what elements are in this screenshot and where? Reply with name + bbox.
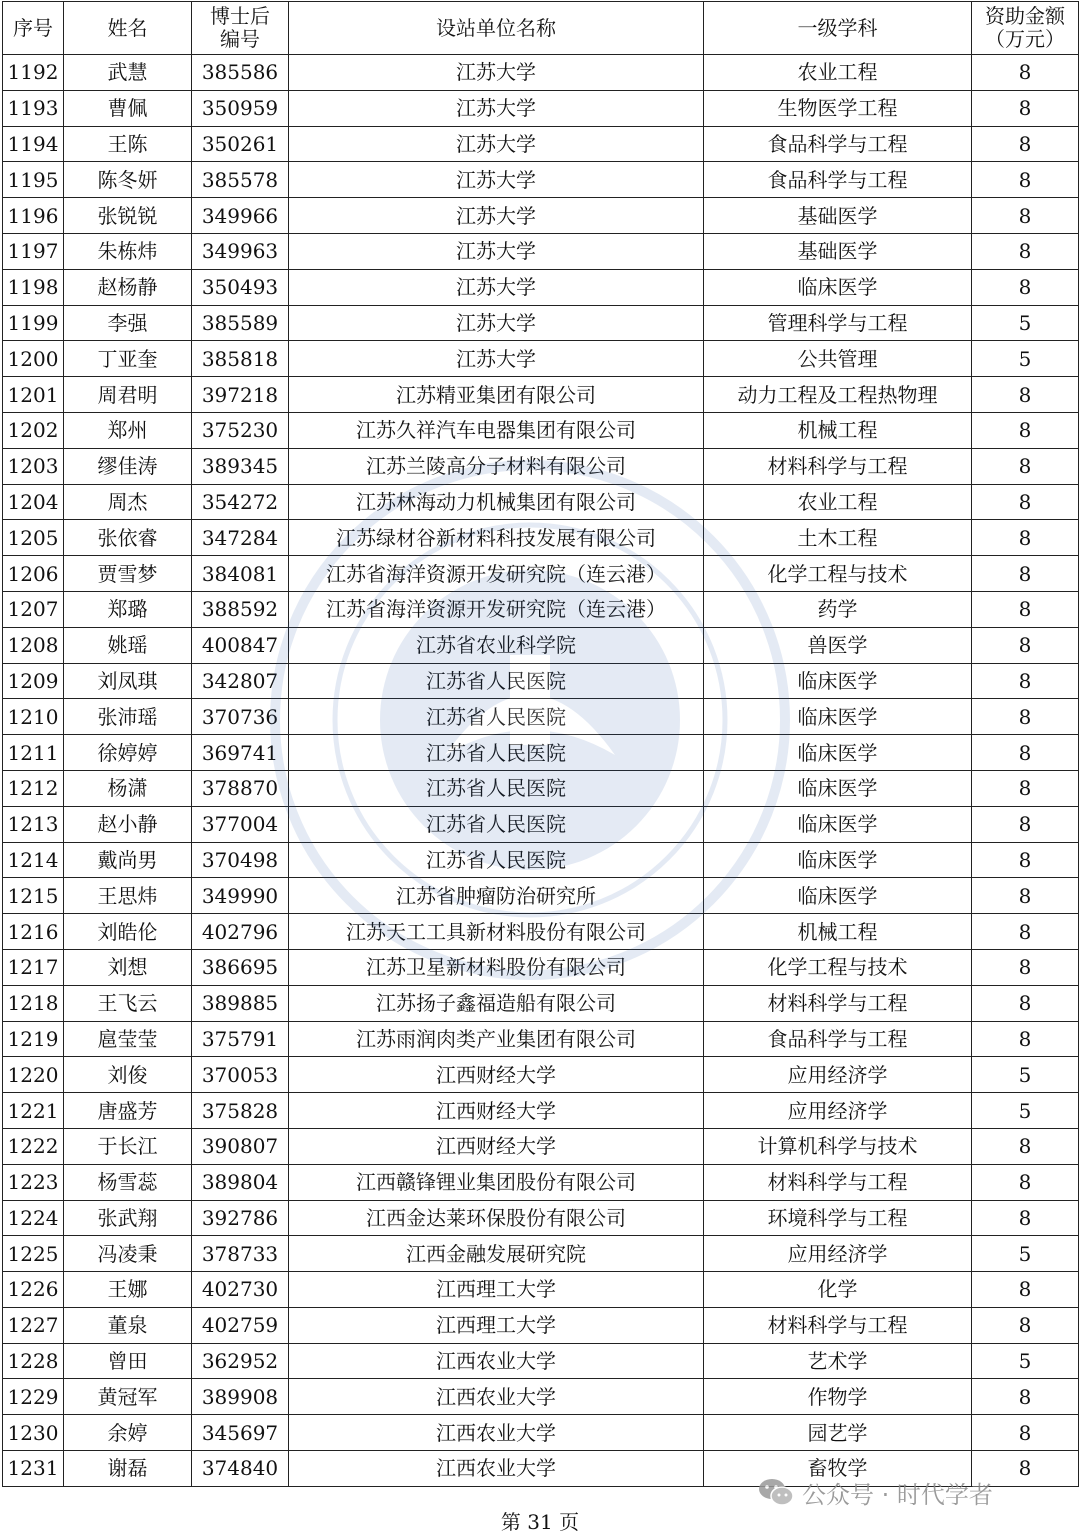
cell-serial: 1223 [3, 1164, 64, 1200]
cell-name: 王飞云 [64, 985, 192, 1021]
cell-name: 王思炜 [64, 878, 192, 914]
cell-discipline: 材料科学与工程 [704, 1164, 972, 1200]
table-row [3, 1379, 1079, 1415]
table-row [3, 1307, 1079, 1343]
cell-name: 唐盛芳 [64, 1093, 192, 1129]
cell-postdoc-id: 370498 [192, 842, 289, 878]
table-row [3, 1200, 1079, 1236]
cell-discipline: 临床医学 [704, 878, 972, 914]
cell-funding-amount: 8 [972, 198, 1079, 234]
cell-name: 黄冠军 [64, 1379, 192, 1415]
cell-discipline: 畜牧学 [704, 1451, 972, 1487]
header-name: 姓名 [64, 2, 192, 55]
table-row [3, 1164, 1079, 1200]
table-row [3, 1093, 1079, 1129]
cell-funding-amount: 8 [972, 1272, 1079, 1308]
cell-name: 于长江 [64, 1128, 192, 1164]
cell-name: 王陈 [64, 126, 192, 162]
header-serial: 序号 [3, 2, 64, 55]
cell-discipline: 基础医学 [704, 198, 972, 234]
cell-name: 刘想 [64, 949, 192, 985]
cell-postdoc-id: 370053 [192, 1057, 289, 1093]
table-row [3, 878, 1079, 914]
cell-funding-amount: 8 [972, 1379, 1079, 1415]
cell-institution: 江西农业大学 [289, 1379, 704, 1415]
cell-discipline: 临床医学 [704, 770, 972, 806]
cell-discipline: 临床医学 [704, 663, 972, 699]
cell-serial: 1230 [3, 1415, 64, 1451]
cell-serial: 1216 [3, 914, 64, 950]
cell-funding-amount: 8 [972, 627, 1079, 663]
table-row [3, 448, 1079, 484]
cell-discipline: 生物医学工程 [704, 90, 972, 126]
table-row [3, 162, 1079, 198]
cell-postdoc-id: 397218 [192, 377, 289, 413]
cell-postdoc-id: 384081 [192, 556, 289, 592]
table-row [3, 663, 1079, 699]
cell-serial: 1212 [3, 770, 64, 806]
wechat-account-text: 公众号 · 时代学者 [802, 1480, 993, 1509]
cell-serial: 1221 [3, 1093, 64, 1129]
cell-name: 周杰 [64, 484, 192, 520]
cell-discipline: 园艺学 [704, 1415, 972, 1451]
cell-postdoc-id: 385586 [192, 55, 289, 91]
cell-postdoc-id: 385818 [192, 341, 289, 377]
cell-institution: 江苏精亚集团有限公司 [289, 377, 704, 413]
cell-discipline: 化学工程与技术 [704, 556, 972, 592]
table-row [3, 591, 1079, 627]
cell-postdoc-id: 400847 [192, 627, 289, 663]
cell-name: 刘凤琪 [64, 663, 192, 699]
cell-institution: 江苏林海动力机械集团有限公司 [289, 484, 704, 520]
cell-institution: 江苏大学 [289, 90, 704, 126]
cell-discipline: 机械工程 [704, 914, 972, 950]
table-header [3, 2, 1079, 55]
cell-funding-amount: 5 [972, 1057, 1079, 1093]
cell-funding-amount: 8 [972, 1200, 1079, 1236]
table-row [3, 377, 1079, 413]
cell-institution: 江苏大学 [289, 198, 704, 234]
cell-name: 姚瑶 [64, 627, 192, 663]
cell-institution: 江苏省人民医院 [289, 842, 704, 878]
cell-postdoc-id: 374840 [192, 1451, 289, 1487]
cell-postdoc-id: 389804 [192, 1164, 289, 1200]
table-row [3, 484, 1079, 520]
cell-institution: 江苏卫星新材料股份有限公司 [289, 949, 704, 985]
cell-postdoc-id: 388592 [192, 591, 289, 627]
cell-name: 曹佩 [64, 90, 192, 126]
cell-serial: 1210 [3, 699, 64, 735]
cell-funding-amount: 8 [972, 591, 1079, 627]
cell-institution: 江苏省肿瘤防治研究所 [289, 878, 704, 914]
cell-funding-amount: 8 [972, 448, 1079, 484]
table-row [3, 1236, 1079, 1272]
cell-postdoc-id: 349966 [192, 198, 289, 234]
cell-name: 周君明 [64, 377, 192, 413]
cell-discipline: 材料科学与工程 [704, 448, 972, 484]
cell-name: 张锐锐 [64, 198, 192, 234]
cell-name: 董泉 [64, 1307, 192, 1343]
cell-discipline: 化学工程与技术 [704, 949, 972, 985]
cell-postdoc-id: 375791 [192, 1021, 289, 1057]
cell-funding-amount: 8 [972, 55, 1079, 91]
cell-institution: 江苏省人民医院 [289, 735, 704, 771]
table-row [3, 1057, 1079, 1093]
cell-postdoc-id: 362952 [192, 1343, 289, 1379]
cell-postdoc-id: 378870 [192, 770, 289, 806]
cell-postdoc-id: 350493 [192, 269, 289, 305]
cell-name: 余婷 [64, 1415, 192, 1451]
cell-serial: 1215 [3, 878, 64, 914]
cell-discipline: 农业工程 [704, 484, 972, 520]
cell-serial: 1214 [3, 842, 64, 878]
table-row [3, 1272, 1079, 1308]
cell-postdoc-id: 402730 [192, 1272, 289, 1308]
cell-discipline: 应用经济学 [704, 1093, 972, 1129]
table-row [3, 90, 1079, 126]
table-row [3, 949, 1079, 985]
cell-name: 丁亚奎 [64, 341, 192, 377]
cell-institution: 江苏兰陵高分子材料有限公司 [289, 448, 704, 484]
cell-postdoc-id: 375230 [192, 412, 289, 448]
cell-name: 杨雪蕊 [64, 1164, 192, 1200]
cell-serial: 1200 [3, 341, 64, 377]
cell-serial: 1206 [3, 556, 64, 592]
cell-postdoc-id: 385578 [192, 162, 289, 198]
cell-discipline: 材料科学与工程 [704, 985, 972, 1021]
cell-serial: 1226 [3, 1272, 64, 1308]
cell-serial: 1196 [3, 198, 64, 234]
table-row [3, 412, 1079, 448]
cell-postdoc-id: 350959 [192, 90, 289, 126]
table-row [3, 305, 1079, 341]
cell-institution: 江苏省海洋资源开发研究院（连云港） [289, 591, 704, 627]
header-row [3, 2, 1079, 55]
cell-serial: 1222 [3, 1128, 64, 1164]
cell-postdoc-id: 347284 [192, 520, 289, 556]
cell-institution: 江苏雨润肉类产业集团有限公司 [289, 1021, 704, 1057]
cell-postdoc-id: 385589 [192, 305, 289, 341]
cell-name: 李强 [64, 305, 192, 341]
cell-discipline: 计算机科学与技术 [704, 1128, 972, 1164]
cell-institution: 江苏大学 [289, 269, 704, 305]
cell-discipline: 动力工程及工程热物理 [704, 377, 972, 413]
cell-serial: 1204 [3, 484, 64, 520]
cell-institution: 江西理工大学 [289, 1272, 704, 1308]
cell-institution: 江苏大学 [289, 233, 704, 269]
cell-discipline: 机械工程 [704, 412, 972, 448]
cell-discipline: 艺术学 [704, 1343, 972, 1379]
header-institution: 设站单位名称 [289, 2, 704, 55]
cell-serial: 1211 [3, 735, 64, 771]
cell-name: 戴尚男 [64, 842, 192, 878]
cell-funding-amount: 8 [972, 985, 1079, 1021]
cell-postdoc-id: 350261 [192, 126, 289, 162]
cell-funding-amount: 5 [972, 305, 1079, 341]
cell-name: 扈莹莹 [64, 1021, 192, 1057]
cell-funding-amount: 8 [972, 556, 1079, 592]
cell-discipline: 管理科学与工程 [704, 305, 972, 341]
cell-funding-amount: 8 [972, 770, 1079, 806]
cell-name: 谢磊 [64, 1451, 192, 1487]
cell-funding-amount: 8 [972, 1128, 1079, 1164]
cell-funding-amount: 8 [972, 1164, 1079, 1200]
cell-funding-amount: 8 [972, 699, 1079, 735]
cell-funding-amount: 5 [972, 1343, 1079, 1379]
table-row [3, 55, 1079, 91]
cell-postdoc-id: 375828 [192, 1093, 289, 1129]
table-row [3, 233, 1079, 269]
cell-funding-amount: 8 [972, 233, 1079, 269]
cell-institution: 江苏省人民医院 [289, 770, 704, 806]
cell-serial: 1219 [3, 1021, 64, 1057]
cell-institution: 江苏久祥汽车电器集团有限公司 [289, 412, 704, 448]
cell-name: 刘俊 [64, 1057, 192, 1093]
cell-name: 张武翔 [64, 1200, 192, 1236]
cell-discipline: 临床医学 [704, 269, 972, 305]
cell-discipline: 土木工程 [704, 520, 972, 556]
cell-funding-amount: 8 [972, 1307, 1079, 1343]
cell-name: 赵杨静 [64, 269, 192, 305]
table-row [3, 985, 1079, 1021]
cell-serial: 1208 [3, 627, 64, 663]
header-postdoc-id: 博士后 编号 [192, 2, 289, 55]
cell-institution: 江苏省农业科学院 [289, 627, 704, 663]
cell-name: 贾雪梦 [64, 556, 192, 592]
cell-serial: 1225 [3, 1236, 64, 1272]
cell-postdoc-id: 354272 [192, 484, 289, 520]
cell-discipline: 食品科学与工程 [704, 126, 972, 162]
cell-discipline: 作物学 [704, 1379, 972, 1415]
cell-institution: 江苏扬子鑫福造船有限公司 [289, 985, 704, 1021]
cell-serial: 1224 [3, 1200, 64, 1236]
cell-postdoc-id: 342807 [192, 663, 289, 699]
cell-funding-amount: 8 [972, 735, 1079, 771]
cell-name: 杨潇 [64, 770, 192, 806]
cell-serial: 1202 [3, 412, 64, 448]
header-discipline: 一级学科 [704, 2, 972, 55]
header-funding-amount: 资助金额 （万元） [972, 2, 1079, 55]
page-number: 第 31 页 [500, 1510, 580, 1534]
cell-discipline: 公共管理 [704, 341, 972, 377]
cell-funding-amount: 8 [972, 520, 1079, 556]
cell-name: 徐婷婷 [64, 735, 192, 771]
cell-postdoc-id: 389908 [192, 1379, 289, 1415]
cell-institution: 江苏省人民医院 [289, 699, 704, 735]
table-row [3, 806, 1079, 842]
table-row [3, 1128, 1079, 1164]
table-row [3, 627, 1079, 663]
table-row [3, 198, 1079, 234]
cell-funding-amount: 5 [972, 1236, 1079, 1272]
table-row [3, 1343, 1079, 1379]
table-row [3, 341, 1079, 377]
cell-serial: 1227 [3, 1307, 64, 1343]
cell-institution: 江西赣锋锂业集团股份有限公司 [289, 1164, 704, 1200]
cell-institution: 江西财经大学 [289, 1128, 704, 1164]
cell-name: 武慧 [64, 55, 192, 91]
cell-discipline: 化学 [704, 1272, 972, 1308]
cell-serial: 1192 [3, 55, 64, 91]
table-row [3, 735, 1079, 771]
cell-institution: 江苏省人民医院 [289, 663, 704, 699]
cell-serial: 1229 [3, 1379, 64, 1415]
cell-funding-amount: 8 [972, 484, 1079, 520]
cell-institution: 江西农业大学 [289, 1343, 704, 1379]
cell-institution: 江苏大学 [289, 162, 704, 198]
table-row [3, 126, 1079, 162]
cell-discipline: 应用经济学 [704, 1236, 972, 1272]
cell-serial: 1218 [3, 985, 64, 1021]
cell-serial: 1197 [3, 233, 64, 269]
cell-postdoc-id: 349990 [192, 878, 289, 914]
cell-postdoc-id: 378733 [192, 1236, 289, 1272]
cell-discipline: 食品科学与工程 [704, 1021, 972, 1057]
cell-serial: 1205 [3, 520, 64, 556]
funding-roster-table [2, 1, 1079, 1487]
cell-name: 郑州 [64, 412, 192, 448]
cell-funding-amount: 8 [972, 663, 1079, 699]
cell-serial: 1195 [3, 162, 64, 198]
table-row [3, 520, 1079, 556]
cell-funding-amount: 8 [972, 412, 1079, 448]
table-row [3, 699, 1079, 735]
cell-institution: 江苏绿材谷新材料科技发展有限公司 [289, 520, 704, 556]
cell-funding-amount: 5 [972, 1093, 1079, 1129]
cell-discipline: 临床医学 [704, 735, 972, 771]
cell-serial: 1194 [3, 126, 64, 162]
cell-funding-amount: 8 [972, 1021, 1079, 1057]
cell-name: 王娜 [64, 1272, 192, 1308]
cell-name: 赵小静 [64, 806, 192, 842]
table-row [3, 1415, 1079, 1451]
cell-name: 曾田 [64, 1343, 192, 1379]
cell-institution: 江苏大学 [289, 126, 704, 162]
cell-name: 缪佳涛 [64, 448, 192, 484]
cell-institution: 江苏大学 [289, 55, 704, 91]
table-row [3, 842, 1079, 878]
cell-discipline: 材料科学与工程 [704, 1307, 972, 1343]
cell-postdoc-id: 370736 [192, 699, 289, 735]
cell-name: 张依睿 [64, 520, 192, 556]
cell-name: 朱栋炜 [64, 233, 192, 269]
cell-postdoc-id: 349963 [192, 233, 289, 269]
table-row [3, 914, 1079, 950]
cell-institution: 江苏天工工具新材料股份有限公司 [289, 914, 704, 950]
cell-postdoc-id: 402796 [192, 914, 289, 950]
cell-serial: 1199 [3, 305, 64, 341]
cell-funding-amount: 8 [972, 806, 1079, 842]
cell-funding-amount: 8 [972, 1451, 1079, 1487]
cell-institution: 江苏大学 [289, 305, 704, 341]
table-row [3, 1021, 1079, 1057]
cell-funding-amount: 8 [972, 914, 1079, 950]
cell-funding-amount: 8 [972, 269, 1079, 305]
cell-institution: 江西财经大学 [289, 1057, 704, 1093]
cell-postdoc-id: 389885 [192, 985, 289, 1021]
cell-institution: 江西金达莱环保股份有限公司 [289, 1200, 704, 1236]
cell-funding-amount: 8 [972, 126, 1079, 162]
cell-discipline: 兽医学 [704, 627, 972, 663]
cell-funding-amount: 8 [972, 162, 1079, 198]
wechat-icon [758, 1477, 794, 1507]
cell-discipline: 农业工程 [704, 55, 972, 91]
cell-institution: 江西金融发展研究院 [289, 1236, 704, 1272]
cell-discipline: 应用经济学 [704, 1057, 972, 1093]
cell-serial: 1207 [3, 591, 64, 627]
cell-serial: 1231 [3, 1451, 64, 1487]
cell-funding-amount: 8 [972, 949, 1079, 985]
cell-postdoc-id: 402759 [192, 1307, 289, 1343]
cell-name: 张沛瑶 [64, 699, 192, 735]
cell-funding-amount: 8 [972, 90, 1079, 126]
cell-funding-amount: 8 [972, 1415, 1079, 1451]
table-body [3, 55, 1079, 1487]
cell-postdoc-id: 390807 [192, 1128, 289, 1164]
cell-institution: 江西农业大学 [289, 1451, 704, 1487]
cell-serial: 1217 [3, 949, 64, 985]
cell-serial: 1228 [3, 1343, 64, 1379]
cell-postdoc-id: 369741 [192, 735, 289, 771]
cell-institution: 江西理工大学 [289, 1307, 704, 1343]
cell-postdoc-id: 345697 [192, 1415, 289, 1451]
cell-discipline: 临床医学 [704, 842, 972, 878]
cell-postdoc-id: 377004 [192, 806, 289, 842]
cell-discipline: 药学 [704, 591, 972, 627]
cell-discipline: 环境科学与工程 [704, 1200, 972, 1236]
table-row [3, 269, 1079, 305]
cell-funding-amount: 8 [972, 377, 1079, 413]
cell-institution: 江苏大学 [289, 341, 704, 377]
cell-discipline: 基础医学 [704, 233, 972, 269]
cell-name: 冯凌秉 [64, 1236, 192, 1272]
cell-serial: 1198 [3, 269, 64, 305]
table-row [3, 556, 1079, 592]
cell-name: 刘皓伦 [64, 914, 192, 950]
cell-institution: 江苏省海洋资源开发研究院（连云港） [289, 556, 704, 592]
cell-postdoc-id: 392786 [192, 1200, 289, 1236]
cell-discipline: 临床医学 [704, 699, 972, 735]
cell-serial: 1203 [3, 448, 64, 484]
cell-institution: 江西财经大学 [289, 1093, 704, 1129]
cell-institution: 江西农业大学 [289, 1415, 704, 1451]
cell-name: 陈冬妍 [64, 162, 192, 198]
cell-serial: 1201 [3, 377, 64, 413]
table-row [3, 770, 1079, 806]
cell-serial: 1213 [3, 806, 64, 842]
cell-serial: 1193 [3, 90, 64, 126]
cell-serial: 1220 [3, 1057, 64, 1093]
cell-institution: 江苏省人民医院 [289, 806, 704, 842]
cell-name: 郑璐 [64, 591, 192, 627]
cell-funding-amount: 8 [972, 878, 1079, 914]
cell-funding-amount: 5 [972, 341, 1079, 377]
cell-discipline: 食品科学与工程 [704, 162, 972, 198]
cell-discipline: 临床医学 [704, 806, 972, 842]
cell-postdoc-id: 386695 [192, 949, 289, 985]
cell-serial: 1209 [3, 663, 64, 699]
cell-postdoc-id: 389345 [192, 448, 289, 484]
cell-funding-amount: 8 [972, 842, 1079, 878]
